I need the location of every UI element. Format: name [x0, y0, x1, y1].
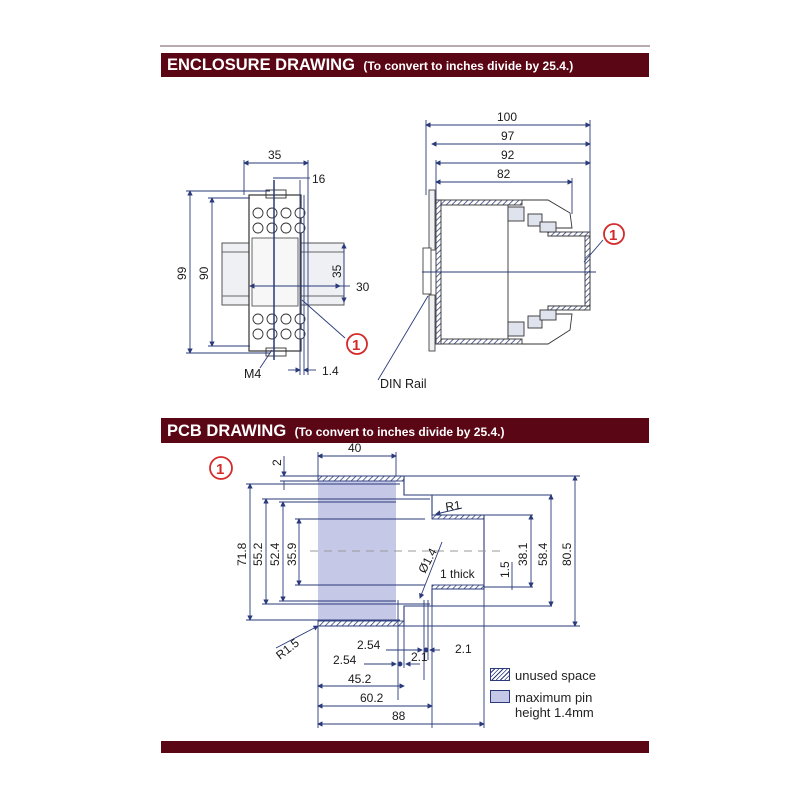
legend-label: unused space: [515, 668, 596, 683]
dim-45-2: 45.2: [348, 672, 372, 686]
dim-offset-30: 30: [356, 280, 370, 294]
dim-edge-1-4: 1.4: [322, 364, 339, 378]
enclosure-subtitle: (To convert to inches divide by 25.4.): [363, 59, 574, 73]
din-rail-label: DIN Rail: [380, 377, 427, 391]
dim-height-99: 99: [175, 266, 189, 280]
svg-text:1: 1: [609, 227, 618, 244]
pcb-callout: [210, 457, 232, 479]
pcb-outline: [246, 452, 580, 728]
radius-r1: R1: [444, 497, 462, 514]
dim-rail-35: 35: [330, 264, 344, 278]
dim-pin-spacing-16: 16: [312, 172, 326, 186]
dim-depth-92: 92: [501, 148, 515, 162]
dim-height-90: 90: [197, 266, 211, 280]
screw-label-m4: M4: [244, 367, 262, 381]
dim-depth-100: 100: [497, 110, 518, 124]
dim-52-4: 52.4: [268, 542, 282, 566]
hole-diameter: Ø1.4: [415, 545, 440, 576]
legend-label-line2: height 1.4mm: [515, 705, 594, 720]
thickness-label: 1 thick: [440, 567, 475, 581]
dim-depth-82: 82: [497, 167, 511, 181]
callout-1-side: [604, 224, 624, 244]
dim-88: 88: [392, 709, 406, 723]
dim-35-9: 35.9: [285, 542, 299, 566]
dim-1-5: 1.5: [498, 561, 512, 578]
radius-r1-5: R1.5: [273, 635, 302, 663]
dim-58-4: 58.4: [536, 542, 550, 566]
enclosure-title: ENCLOSURE DRAWING: [167, 56, 355, 74]
side-view: [378, 120, 603, 380]
dim-80-5: 80.5: [560, 542, 574, 566]
offset-2-1-b: 2.1: [411, 650, 428, 664]
dim-55-2: 55.2: [251, 542, 265, 566]
dim-gap-2: 2: [270, 459, 284, 466]
offset-2-1-a: 2.1: [455, 642, 472, 656]
dim-38-1: 38.1: [516, 542, 530, 566]
pitch-2-54-a: 2.54: [357, 638, 381, 652]
dim-71-8: 71.8: [235, 542, 249, 566]
svg-text:1: 1: [352, 337, 361, 354]
legend-unused-space: [490, 668, 596, 683]
callout-1-front: [347, 334, 367, 354]
side-view-labels: [380, 110, 517, 391]
svg-text:1: 1: [216, 461, 225, 478]
dim-depth-97: 97: [501, 129, 515, 143]
fill-swatch-icon: [490, 690, 510, 703]
dim-pin-zone-40: 40: [348, 441, 362, 455]
pcb-title: PCB DRAWING: [167, 422, 287, 440]
pitch-2-54-b: 2.54: [333, 653, 357, 667]
pcb-subtitle: (To convert to inches divide by 25.4.): [294, 425, 505, 439]
hatch-swatch-icon: [490, 668, 510, 681]
legend-label-line1: maximum pin: [515, 690, 593, 705]
legend-max-pin-height: [490, 690, 594, 720]
dim-60-2: 60.2: [360, 691, 384, 705]
dim-width-35: 35: [268, 148, 282, 162]
